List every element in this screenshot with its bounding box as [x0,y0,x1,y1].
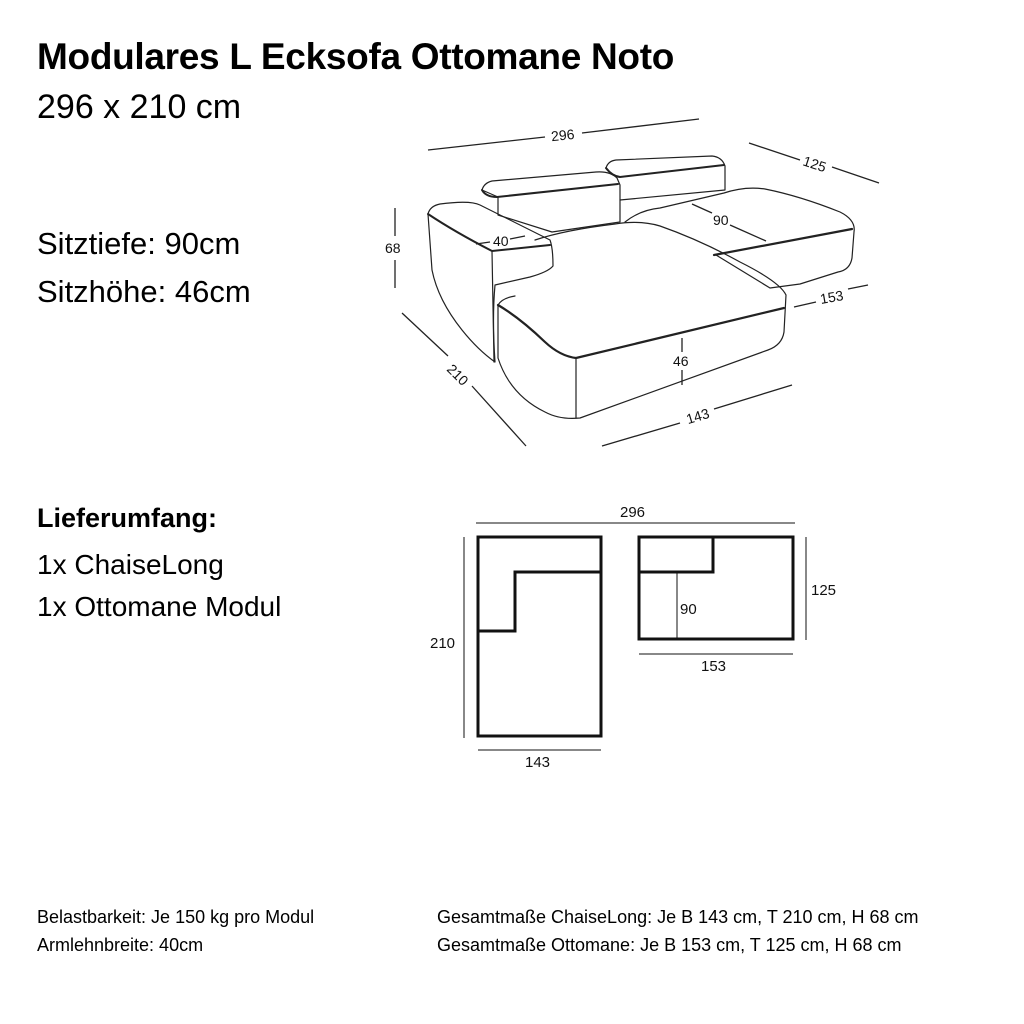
plan-label-chaise-width: 143 [525,754,551,771]
iso-label-chaise-width: 143 [684,405,712,428]
iso-label-seat-height: 46 [673,353,689,369]
iso-label-height: 68 [385,240,401,256]
seat-depth-spec: Sitztiefe: 90cm [37,226,241,261]
delivery-item-ottoman: 1x Ottomane Modul [37,591,282,622]
iso-label-ottoman-width: 153 [818,287,845,307]
iso-label-chaise-depth: 210 [443,360,472,389]
footer-chaise-total: Gesamtmaße ChaiseLong: Je B 143 cm, T 210 cm, H 68 cm [437,907,919,927]
plan-chaise-outline [478,537,601,736]
delivery-item-chaise: 1x ChaiseLong [37,549,224,580]
page-title: Modulares L Ecksofa Ottomane Noto [37,36,675,77]
iso-label-ottoman-depth: 125 [801,152,829,176]
footer-armrest-width: Armlehnbreite: 40cm [37,935,204,955]
iso-label-armrest: 40 [493,233,509,249]
plan-label-ottoman-depth: 125 [811,582,837,599]
delivery-heading: Lieferumfang: [37,503,218,533]
overall-dimensions: 296 x 210 cm [37,88,242,126]
iso-label-seat-depth: 90 [713,212,729,228]
seat-height-spec: Sitzhöhe: 46cm [37,274,251,309]
plan-label-total-width: 296 [620,504,646,521]
plan-label-seat-depth: 90 [680,601,697,618]
plan-label-chaise-depth: 210 [430,635,456,652]
footer-load-capacity: Belastbarkeit: Je 150 kg pro Modul [37,907,315,927]
plan-ottoman-outline [639,537,793,639]
plan-label-ottoman-width: 153 [701,658,727,675]
iso-label-total-width: 296 [550,125,576,145]
footer-ottoman-total: Gesamtmaße Ottomane: Je B 153 cm, T 125 cm, H 68 cm [437,935,902,955]
